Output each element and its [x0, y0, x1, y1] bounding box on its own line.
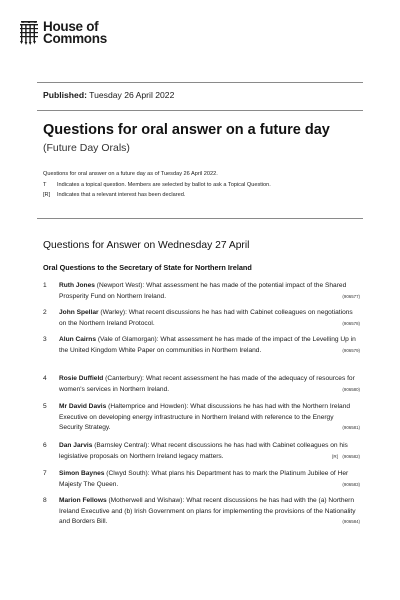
question-number: 8	[43, 497, 47, 504]
question-ref: (906578)	[342, 320, 360, 326]
question-number: 5	[43, 403, 47, 410]
question-number: 2	[43, 309, 47, 316]
divider	[37, 110, 363, 111]
logo-text-line1: House of	[43, 19, 99, 34]
member-name: Mr David Davis	[59, 403, 107, 410]
constituency: (Clwyd South):	[106, 470, 150, 477]
published-value: Tuesday 26 April 2022	[89, 90, 175, 100]
published-label: Published:	[43, 90, 87, 100]
question-number: 1	[43, 282, 47, 289]
question-text: What recent assessment he has made of the adequacy of resources for women's services in Northern Ireland.	[59, 375, 355, 393]
page-title: Questions for oral answer on a future day	[43, 122, 330, 138]
logo-text-line2: Commons	[43, 31, 107, 46]
question-text: What assessment he has made of the potential impact of the Shared Prosperity Fund on Northern Ireland.	[59, 282, 347, 300]
topical-symbol: T	[43, 181, 47, 188]
page-subtitle: (Future Day Orals)	[43, 142, 130, 154]
question-item	[43, 441, 360, 462]
question-number: 7	[43, 470, 47, 477]
question-item	[43, 374, 360, 395]
constituency: (Canterbury):	[105, 375, 145, 382]
intro-notes	[43, 171, 271, 203]
question-item	[43, 335, 360, 356]
question-ref: (906582)	[342, 453, 360, 459]
divider	[37, 218, 363, 219]
intro-line: Questions for oral answer on a future day as of Tuesday 26 April 2022.	[43, 171, 218, 177]
interest-flag: [R]	[332, 453, 338, 459]
question-text: What discussions he has had with the Northern Ireland Executive on developing energy infrastructure in Northern Ireland with reference to the Energy Security Strategy.	[59, 403, 351, 432]
member-name: Rosie Duffield	[59, 375, 104, 382]
question-ref: (906579)	[342, 347, 360, 353]
member-name: Ruth Jones	[59, 282, 95, 289]
question-text: What assessment he has made of the impact of the Levelling Up in the United Kingdom White Paper on communities in Northern Ireland.	[59, 336, 356, 354]
constituency: (Haltemprice and Howden):	[108, 403, 189, 410]
question-ref: (906584)	[342, 519, 360, 525]
question-text: What plans his Department has to mark the Platinum Jubilee of Her Majesty The Queen.	[59, 470, 349, 488]
constituency: (Motherwell and Wishaw):	[108, 497, 185, 504]
constituency: (Warley):	[100, 309, 127, 316]
question-number: 4	[43, 375, 47, 382]
question-ref: (906581)	[342, 425, 360, 431]
question-item	[43, 281, 360, 302]
published-date	[43, 90, 174, 100]
question-text: What recent discussions he has had with Cabinet colleagues on his legislative proposals on Northern Ireland legacy matters.	[59, 442, 348, 460]
interest-legend	[43, 192, 271, 203]
member-name: John Spellar	[59, 309, 99, 316]
member-name: Marion Fellows	[59, 497, 107, 504]
question-item	[43, 469, 360, 490]
question-text: What recent discussions he has had with the (a) Northern Ireland Executive and (b) Irish Government on plans for implementing the provisions of the Nationality and Borders Bill.	[59, 497, 356, 526]
question-ref: (906577)	[342, 293, 360, 299]
member-name: Alun Cairns	[59, 336, 97, 343]
constituency: (Vale of Glamorgan):	[97, 336, 159, 343]
question-item	[43, 308, 360, 329]
interest-text: Indicates that a relevant interest has been declared.	[57, 192, 186, 198]
member-name: Dan Jarvis	[59, 442, 93, 449]
portcullis-icon	[19, 21, 39, 45]
interest-symbol: [R]	[43, 192, 51, 198]
member-name: Simon Baynes	[59, 470, 105, 477]
house-of-commons-logo	[19, 21, 107, 45]
department-heading: Oral Questions to the Secretary of State for Northern Ireland	[43, 263, 252, 272]
topical-text: Indicates a topical question. Members are selected by ballot to ask a Topical Question.	[57, 181, 271, 188]
question-item	[43, 402, 360, 434]
topical-legend	[43, 182, 271, 193]
divider	[37, 82, 363, 83]
question-number: 3	[43, 336, 47, 343]
question-number: 6	[43, 442, 47, 449]
question-ref: (906580)	[342, 386, 360, 392]
question-text: What recent discussions he has had with Cabinet colleagues on negotiations on the Northern Ireland Protocol.	[59, 309, 353, 327]
question-item	[43, 496, 360, 528]
constituency: (Newport West):	[96, 282, 145, 289]
constituency: (Barnsley Central):	[94, 442, 150, 449]
section-heading: Questions for Answer on Wednesday 27 April	[43, 240, 250, 251]
question-ref: (906583)	[342, 481, 360, 487]
